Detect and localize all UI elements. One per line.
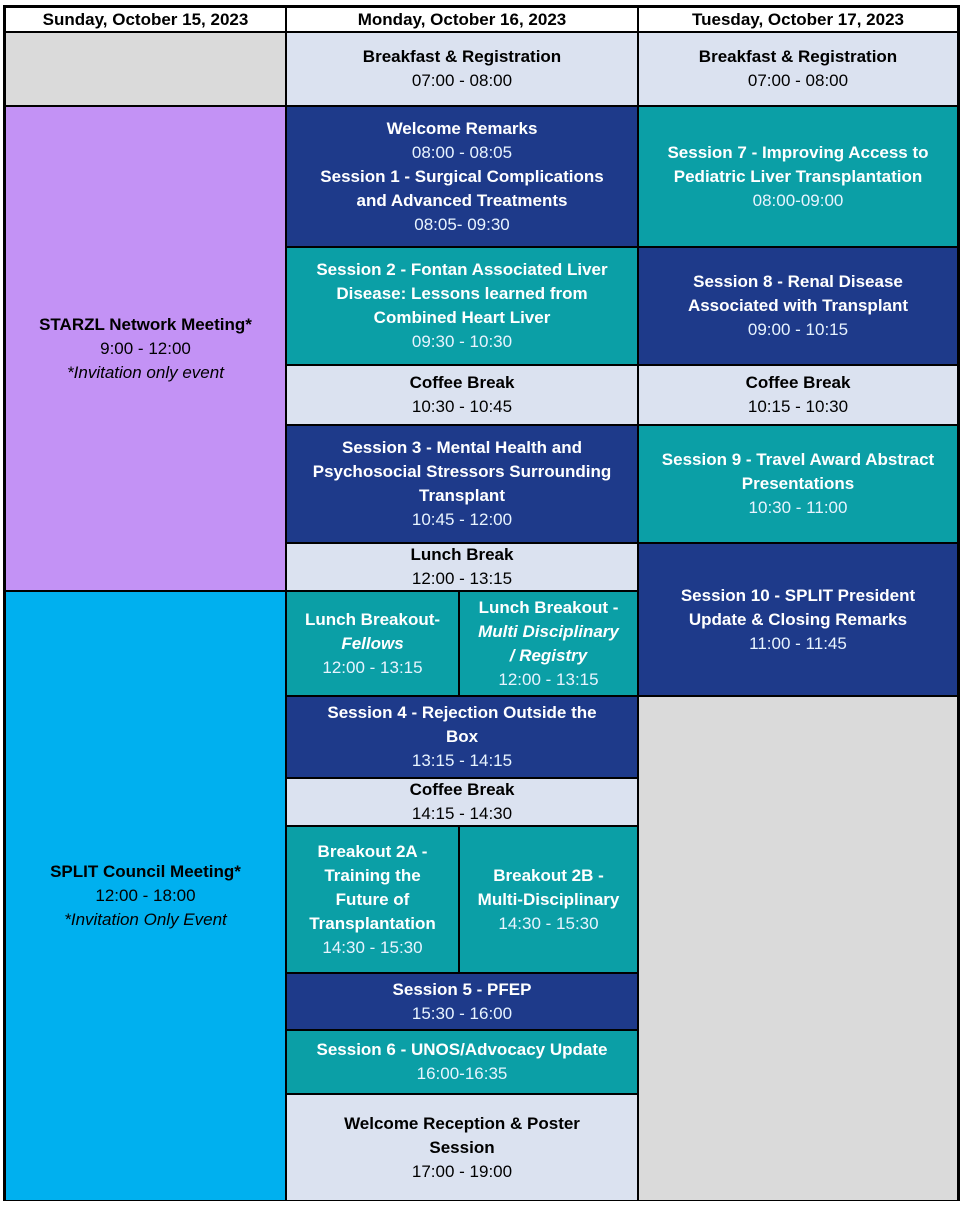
header-sunday-label: Sunday, October 15, 2023 xyxy=(42,9,249,29)
tue-coffee-title: Coffee Break xyxy=(745,373,851,392)
session1-time: 08:05- 09:30 xyxy=(414,214,510,234)
coffee1-title: Coffee Break xyxy=(409,373,515,392)
session7-line2: Pediatric Liver Transplantation xyxy=(673,166,923,186)
session2-line2: Disease: Lessons learned from xyxy=(336,284,588,303)
session9-line1: Session 9 - Travel Award Abstract xyxy=(661,450,935,469)
tue-empty-slot xyxy=(638,696,958,1201)
session3-line1: Session 3 - Mental Health and xyxy=(342,438,582,457)
session3-line2: Psychosocial Stressors Surrounding xyxy=(312,462,612,481)
session8-line2: Associated with Transplant xyxy=(687,296,909,315)
mon-session5 xyxy=(286,973,638,1030)
b2a-line2: Training the xyxy=(324,865,421,885)
session8-line1: Session 8 - Renal Disease xyxy=(693,272,903,291)
tue-breakfast-time: 07:00 - 08:00 xyxy=(747,71,849,90)
welcome-time: 08:00 - 08:05 xyxy=(411,142,513,162)
coffee1-time: 10:30 - 10:45 xyxy=(411,397,513,416)
split-council-block xyxy=(5,591,286,1201)
mon-lunch xyxy=(286,543,638,591)
session10-time: 11:00 - 11:45 xyxy=(749,633,847,653)
reception-line1: Welcome Reception & Poster xyxy=(344,1113,580,1133)
mon-breakout-2b xyxy=(459,826,638,973)
mon-session4 xyxy=(286,696,638,778)
mon-breakout-2a xyxy=(286,826,459,973)
sunday-empty-slot xyxy=(5,32,286,106)
tue-session9 xyxy=(638,425,958,543)
session5-time: 15:30 - 16:00 xyxy=(411,1003,513,1023)
schedule-grid xyxy=(3,5,960,1201)
reception-time: 17:00 - 19:00 xyxy=(411,1161,513,1181)
session5-title: Session 5 - PFEP xyxy=(392,979,532,999)
session10-line1: Session 10 - SPLIT President xyxy=(680,585,916,605)
lunch-time: 12:00 - 13:15 xyxy=(411,569,513,588)
mon-lunch-breakout-fellows xyxy=(286,591,459,696)
session4-line2: Box xyxy=(445,727,479,746)
session7-time: 08:00-09:00 xyxy=(752,190,844,210)
lunch-multi-line2: Multi Disciplinary xyxy=(478,621,619,641)
session8-time: 09:00 - 10:15 xyxy=(747,320,849,339)
starzl-time: 9:00 - 12:00 xyxy=(100,338,191,358)
header-monday xyxy=(286,7,638,32)
b2a-line1: Breakout 2A - xyxy=(317,841,428,861)
tue-session8 xyxy=(638,247,958,365)
session4-line1: Session 4 - Rejection Outside the xyxy=(327,703,597,722)
session9-time: 10:30 - 11:00 xyxy=(748,498,848,517)
coffee2-title: Coffee Break xyxy=(409,780,515,799)
session6-title: Session 6 - UNOS/Advocacy Update xyxy=(316,1040,608,1059)
lunch-fellows-line2: Fellows xyxy=(341,633,404,653)
lunch-title: Lunch Break xyxy=(410,545,514,564)
tue-session10 xyxy=(638,543,958,696)
mon-breakfast xyxy=(286,32,638,106)
b2a-line4: Transplantation xyxy=(309,913,436,933)
session1-line2: and Advanced Treatments xyxy=(356,190,568,210)
session2-line1: Session 2 - Fontan Associated Liver xyxy=(316,260,608,279)
lunch-multi-line3: / Registry xyxy=(509,645,588,665)
b2a-line3: Future of xyxy=(335,889,410,909)
split-time: 12:00 - 18:00 xyxy=(95,886,196,905)
mon-coffee1 xyxy=(286,365,638,425)
starzl-note: *Invitation only event xyxy=(67,362,224,382)
header-monday-label: Monday, October 16, 2023 xyxy=(357,9,567,29)
tue-session7 xyxy=(638,106,958,247)
split-note: *Invitation Only Event xyxy=(64,910,227,929)
mon-coffee2 xyxy=(286,778,638,826)
b2b-line1: Breakout 2B - xyxy=(493,865,604,885)
session10-line2: Update & Closing Remarks xyxy=(688,609,908,629)
mon-breakfast-title: Breakfast & Registration xyxy=(362,47,562,66)
b2b-time: 14:30 - 15:30 xyxy=(498,913,599,933)
mon-welcome-session1 xyxy=(286,106,638,247)
lunch-multi-line1: Lunch Breakout - xyxy=(478,597,619,617)
session9-line2: Presentations xyxy=(741,474,855,493)
mon-session3 xyxy=(286,425,638,543)
tue-breakfast-title: Breakfast & Registration xyxy=(698,47,898,66)
session1-line1: Session 1 - Surgical Complications xyxy=(320,166,604,186)
b2b-line2: Multi-Disciplinary xyxy=(477,889,620,909)
header-sunday xyxy=(5,7,286,32)
header-tuesday-label: Tuesday, October 17, 2023 xyxy=(692,9,904,29)
b2a-time: 14:30 - 15:30 xyxy=(322,937,423,957)
reception-line2: Session xyxy=(429,1137,495,1157)
session2-line3: Combined Heart Liver xyxy=(373,308,551,327)
split-title: SPLIT Council Meeting* xyxy=(50,862,241,881)
lunch-fellows-time: 12:00 - 13:15 xyxy=(322,657,423,677)
starzl-title: STARZL Network Meeting* xyxy=(39,314,252,334)
coffee2-time: 14:15 - 14:30 xyxy=(411,804,513,823)
session3-time: 10:45 - 12:00 xyxy=(411,510,513,529)
tue-breakfast xyxy=(638,32,958,106)
session7-line1: Session 7 - Improving Access to xyxy=(667,142,929,162)
mon-lunch-breakout-multi xyxy=(459,591,638,696)
tue-coffee xyxy=(638,365,958,425)
mon-session6 xyxy=(286,1030,638,1094)
header-tuesday xyxy=(638,7,958,32)
mon-reception xyxy=(286,1094,638,1201)
session4-time: 13:15 - 14:15 xyxy=(411,751,513,770)
session2-time: 09:30 - 10:30 xyxy=(411,332,513,351)
session6-time: 16:00-16:35 xyxy=(416,1064,508,1083)
mon-session2 xyxy=(286,247,638,365)
session3-line3: Transplant xyxy=(419,486,505,505)
lunch-multi-time: 12:00 - 13:15 xyxy=(498,669,599,689)
mon-breakfast-time: 07:00 - 08:00 xyxy=(411,71,513,90)
starzl-meeting-block xyxy=(5,106,286,591)
lunch-fellows-line1: Lunch Breakout- xyxy=(304,609,441,629)
tue-coffee-time: 10:15 - 10:30 xyxy=(747,397,849,416)
welcome-title: Welcome Remarks xyxy=(386,118,538,138)
